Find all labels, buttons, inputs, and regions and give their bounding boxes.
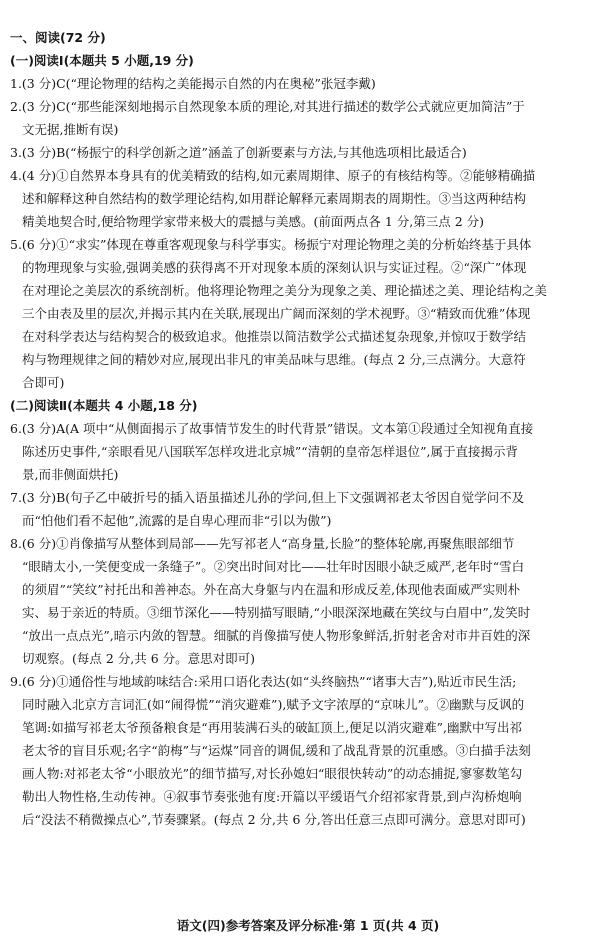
answer-line: 在对理论之美层次的系统剖析。他将理论物理之美分为现象之美、理论描述之美、理论结构之美	[22, 283, 548, 298]
answer-line: 的物理现象与实验,强调美感的获得离不开对现象本质的深刻认识与实证过程。②“深广”体现	[22, 260, 527, 275]
answer-line: 构与物理规律之间的精妙对应,展现出非凡的审美品味与思维。(每点 2 分,三点满分。大意符	[22, 352, 526, 367]
answer-line: 1.(3 分)C(“理论物理的结构之美能揭示自然的内在奥秘”张冠李戴)	[10, 76, 376, 91]
answer-line: 8.(6 分)①肖像描写从整体到局部——先写祁老人“高身量,长脸”的整体轮廓,再聚焦眼部细节	[10, 536, 515, 551]
answer-line: 合即可)	[22, 375, 65, 390]
answer-line: 9.(6 分)①通俗性与地域韵味结合:采用口语化表达(如“头终脑热”“诸事大吉”),贴近市民生活;	[10, 674, 517, 689]
answer-line: 而“怕他们看不起他”,流露的是自卑心理而非“引以为傲”)	[22, 513, 332, 528]
answer-line: 6.(3 分)A(A 项中“从侧面揭示了故事情节发生的时代背景”错误。文本第①段通过全知视角直接	[10, 421, 534, 436]
section-heading: (二)阅读Ⅱ(本题共 4 小题,18 分)	[10, 398, 198, 413]
answer-line: 三个由表及里的层次,并揭示其内在关联,展现出广阔而深刻的学术视野。③“精致而优雅”体现	[22, 306, 531, 321]
document-body	[10, 30, 606, 835]
answer-line: 在对科学表达与结构契合的极致追求。他推崇以简洁数学公式描述复杂现象,并惊叹于数学结	[22, 329, 526, 344]
answer-line: 后“没法不稍微操点心”,节奏骤紧。(每点 2 分,共 6 分,答出任意三点即可满分。意思对即可)	[22, 812, 526, 827]
answer-line: 景,而非侧面烘托)	[22, 467, 119, 482]
answer-line: 实、易于亲近的特质。③细节深化——特别描写眼睛,“小眼深深地藏在笑纹与白眉中”,发笑时	[22, 605, 531, 620]
answer-line: 陈述历史事件,“亲眼看见八国联军怎样攻进北京城”“清朝的皇帝怎样退位”,属于直接揭示背	[22, 444, 519, 459]
answer-line: 述和解释这种自然结构的数学理论结构,如用群论解释元素周期表的周期性。③当这两种结构	[22, 191, 526, 206]
answer-line: 画人物:对祁老太爷“小眼放光”的细节描写,对长孙媳妇“眼很快转动”的动态捕捉,寥寥数笔勾	[22, 766, 523, 781]
answer-line: “眼睛太小,一笑便变成一条缝子”。②突出时间对比——壮年时因眼小缺乏威严,老年时“雪白	[22, 559, 525, 574]
answer-line: 勒出人物性格,生动传神。④叙事节奏张弛有度:开篇以平缓语气介绍祁家背景,到卢沟桥炮响	[22, 789, 522, 804]
answer-line: 3.(3 分)B(“杨振宁的科学创新之道”涵盖了创新要素与方法,与其他选项相比最适合)	[10, 145, 467, 160]
answer-line: “放出一点点光”,暗示内敛的智慧。细腻的肖像描写使人物形象鲜活,折射老舍对市井百姓的深	[22, 628, 531, 643]
answer-line: 的须眉”“笑纹”衬托出和善神态。外在高大身躯与内在温和形成反差,体现他表面威严实则朴	[22, 582, 521, 597]
answer-line: 笔调:如描写祁老太爷预备粮食是“再用装满石头的破缸顶上,便足以消灾避难”,幽默中写出祁	[22, 720, 522, 735]
answer-line: 7.(3 分)B(句子乙中破折号的插入语虽描述儿孙的学问,但上下文强调祁老太爷因自觉学问不及	[10, 490, 525, 505]
section-heading: (一)阅读Ⅰ(本题共 5 小题,19 分)	[10, 53, 194, 68]
answer-line: 文无据,推断有误)	[22, 122, 119, 137]
answer-line: 5.(6 分)①“求实”体现在尊重客观现象与科学事实。杨振宁对理论物理之美的分析始终基于具体	[10, 237, 532, 252]
answer-line: 切观察。(每点 2 分,共 6 分。意思对即可)	[22, 651, 256, 666]
answer-line: 精美地契合时,便给物理学家带来极大的震撼与美感。(前面两点各 1 分,第三点 2 分)	[22, 214, 485, 229]
section-heading: 一、阅读(72 分)	[10, 30, 106, 45]
page-footer: 语文(四)参考答案及评分标准·第 1 页(共 4 页)	[176, 918, 440, 933]
answer-line: 同时融入北京方言词汇(如“闹得慌”“消灾避难”),赋予文字浓厚的“京味儿”。②幽默与反讽的	[22, 697, 525, 712]
answer-line: 老太爷的盲目乐观;名字“韵梅”与“运煤”同音的调侃,缓和了战乱背景的沉重感。③白描手法刻	[22, 743, 531, 758]
answer-line: 4.(4 分)①自然界本身具有的优美精致的结构,如元素周期律、原子的有核结构等。②能够精确描	[10, 168, 536, 183]
answer-line: 2.(3 分)C(“那些能深刻地揭示自然现象本质的理论,对其进行描述的数学公式就应更加简洁”于	[10, 99, 525, 114]
